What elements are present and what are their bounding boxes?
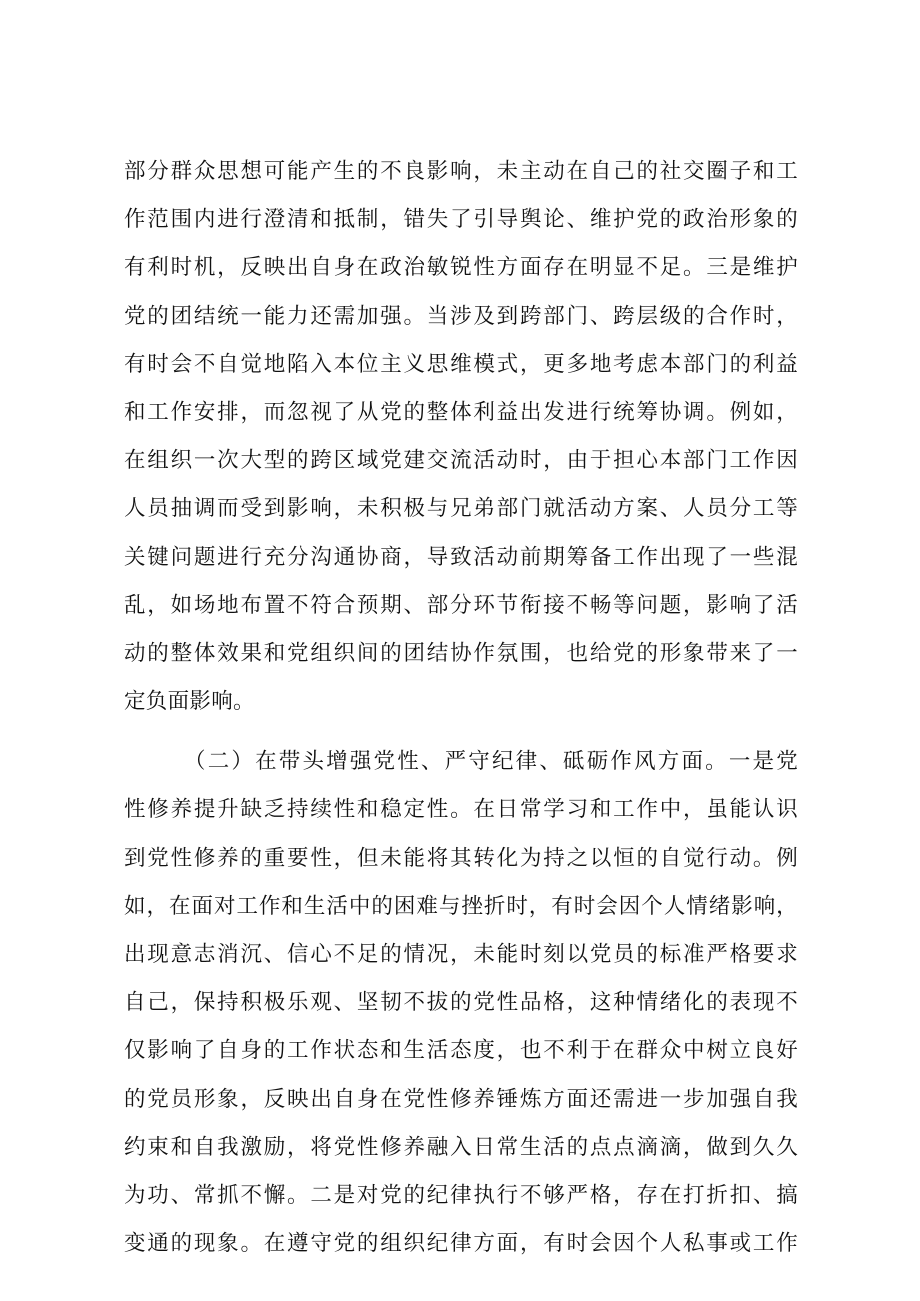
paragraph-2	[124, 738, 798, 1268]
text-line: 变通的现象。在遵守党的组织纪律方面，有时会因个人私事或工作	[124, 1231, 798, 1257]
text-line: 为功、常抓不懈。二是对党的纪律执行不够严格，存在打折扣、搞	[124, 1182, 798, 1208]
text-line: 到党性修养的重要性，但未能将其转化为持之以恒的自觉行动。例	[124, 845, 798, 871]
text-line: 在组织一次大型的跨区域党建交流活动时，由于担心本部门工作因	[124, 448, 798, 474]
text-line: 的党员形象，反映出自身在党性修养锤炼方面还需进一步加强自我	[124, 1086, 798, 1112]
text-line: （二）在带头增强党性、严守纪律、砥砺作风方面。一是党	[184, 749, 798, 775]
document-body	[124, 148, 798, 1268]
text-line: 性修养提升缺乏持续性和稳定性。在日常学习和工作中，虽能认识	[124, 797, 798, 823]
text-line: 和工作安排，而忽视了从党的整体利益出发进行统筹协调。例如，	[124, 399, 798, 425]
text-line: 有利时机，反映出自身在政治敏锐性方面存在明显不足。三是维护	[124, 255, 798, 281]
text-line: 出现意志消沉、信心不足的情况，未能时刻以党员的标准严格要求	[124, 942, 798, 967]
text-line: 党的团结统一能力还需加强。当涉及到跨部门、跨层级的合作时，	[124, 303, 798, 329]
text-line: 自己，保持积极乐观、坚韧不拔的党性品格，这种情绪化的表现不	[124, 990, 798, 1016]
text-line: 关键问题进行充分沟通协商，导致活动前期筹备工作出现了一些混	[124, 544, 798, 570]
text-line: 约束和自我激励，将党性修养融入日常生活的点点滴滴，做到久久	[124, 1134, 798, 1160]
text-line: 人员抽调而受到影响，未积极与兄弟部门就活动方案、人员分工等	[124, 496, 798, 522]
text-line: 仅影响了自身的工作状态和生活态度，也不利于在群众中树立良好	[124, 1038, 798, 1064]
text-line: 有时会不自觉地陷入本位主义思维模式，更多地考虑本部门的利益	[124, 351, 798, 377]
text-line: 乱，如场地布置不符合预期、部分环节衔接不畅等问题，影响了活	[124, 592, 798, 618]
paragraph-gap	[124, 726, 798, 738]
text-line: 如，在面对工作和生活中的困难与挫折时，有时会因个人情绪影响，	[124, 893, 798, 919]
text-line: 部分群众思想可能产生的不良影响，未主动在自己的社交圈子和工	[124, 159, 798, 184]
text-line: 动的整体效果和党组织间的团结协作氛围，也给党的形象带来了一	[124, 640, 798, 666]
text-line: 作范围内进行澄清和抵制，错失了引导舆论、维护党的政治形象的	[124, 207, 798, 233]
paragraph-1	[124, 148, 798, 726]
text-line: 定负面影响。	[124, 689, 255, 715]
